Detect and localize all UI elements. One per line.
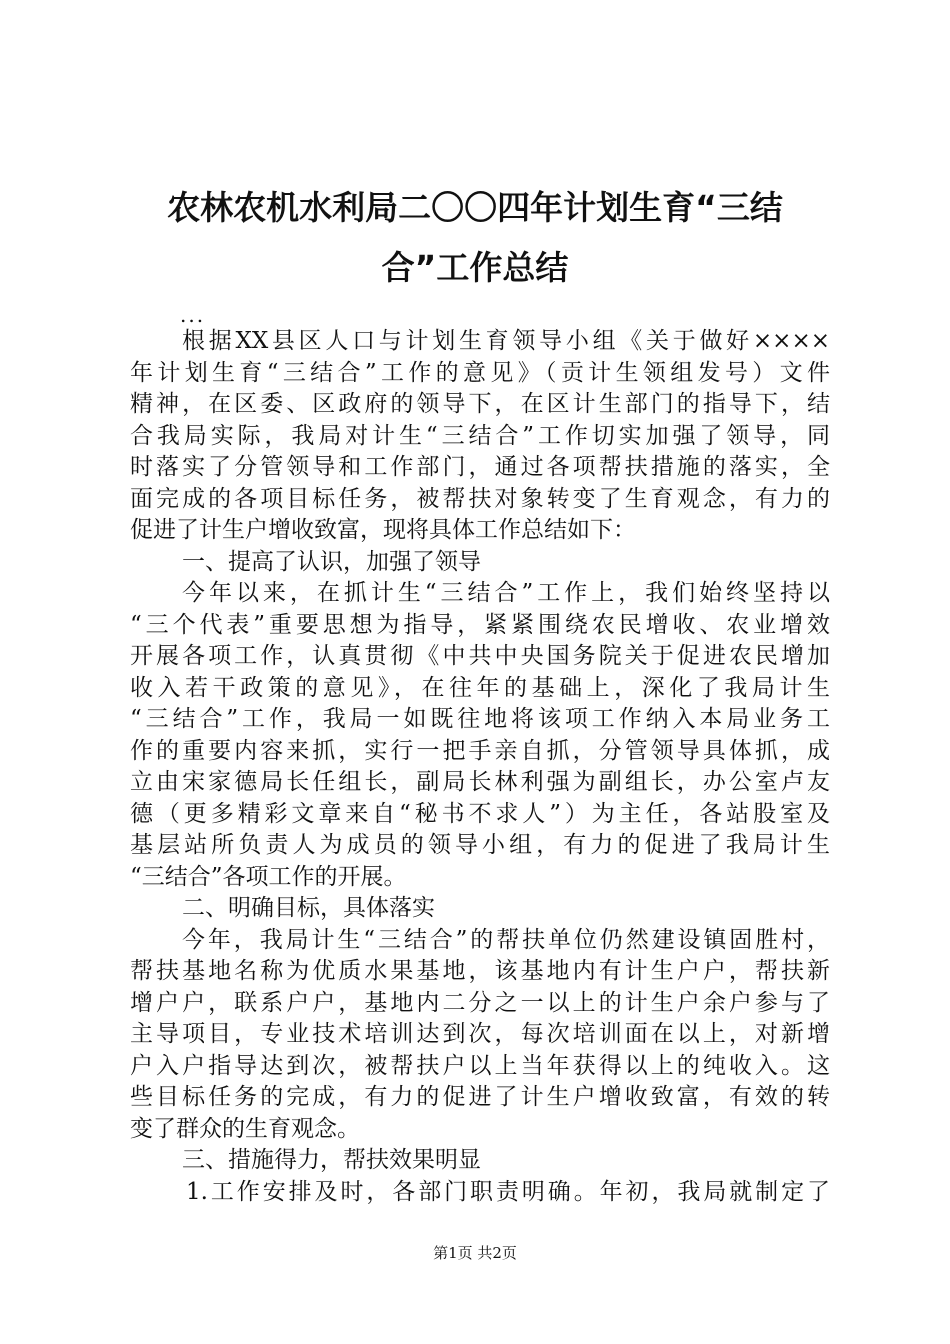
- body-line: 今年，我局计生“三结合”的帮扶单位仍然建设镇固胜村，: [182, 926, 830, 953]
- page-footer: 第1页 共2页: [433, 1244, 517, 1262]
- body-line: 作的重要内容来抓，实行一把手亲自抓，分管领导具体抓，成: [130, 737, 830, 764]
- body-line: “三个代表”重要思想为指导，紧紧围绕农民增收、农业增效: [130, 611, 830, 638]
- body-line: 1.工作安排及时，各部门职责明确。年初，我局就制定了: [186, 1178, 830, 1205]
- body-line: 面完成的各项目标任务，被帮扶对象转变了生育观念，有力的: [130, 485, 830, 512]
- body-line: 基层站所负责人为成员的领导小组，有力的促进了我局计生: [130, 832, 830, 858]
- body-line: 变了群众的生育观念。: [130, 1115, 360, 1142]
- body-line: 时落实了分管领导和工作部门，通过各项帮扶措施的落实，全: [130, 454, 830, 480]
- body-line: 精神，在区委、区政府的领导下，在区计生部门的指导下，结: [130, 391, 830, 417]
- body-line: 主导项目，专业技术培训达到次，每次培训面在以上，对新增: [130, 1021, 830, 1047]
- body-line: 合我局实际，我局对计生“三结合”工作切实加强了领导，同: [130, 422, 830, 449]
- section-heading-3: 三、措施得力，帮扶效果明显: [182, 1147, 481, 1173]
- document-title-line-1: 农林农机水利局二〇〇四年计划生育“三结: [167, 188, 783, 227]
- section-heading-1: 一、提高了认识，加强了领导: [182, 548, 481, 575]
- body-line: “三结合”工作，我局一如既往地将该项工作纳入本局业务工: [130, 706, 830, 732]
- document-body: [130, 326, 830, 1208]
- section-heading-2: 二、明确目标，具体落实: [182, 895, 435, 921]
- body-line: 年计划生育“三结合”工作的意见》（贡计生领组发号）文件: [130, 359, 830, 386]
- document-title-line-2: 合”工作总结: [381, 248, 569, 287]
- body-line: 收入若干政策的意见》，在往年的基础上，深化了我局计生: [130, 674, 830, 701]
- body-line: 开展各项工作，认真贯彻《中共中央国务院关于促进农民增加: [130, 643, 830, 669]
- body-line: 户入户指导达到次，被帮扶户以上当年获得以上的纯收入。这: [130, 1052, 830, 1079]
- body-line: 今年以来，在抓计生“三结合”工作上，我们始终坚持以: [182, 580, 830, 606]
- body-line: 促进了计生户增收致富，现将具体工作总结如下：: [130, 517, 636, 543]
- body-line: 帮扶基地名称为优质水果基地，该基地内有计生户户，帮扶新: [130, 958, 830, 984]
- body-line: 增户户，联系户户，基地内二分之一以上的计生户余户参与了: [130, 989, 830, 1016]
- body-line: 根据XX县区人口与计划生育领导小组《关于做好××××: [182, 328, 830, 354]
- body-line: “三结合”各项工作的开展。: [130, 863, 407, 890]
- body-line: 立由宋家德局长任组长，副局长林利强为副组长，办公室卢友: [130, 769, 830, 795]
- ellipsis-marker: ...: [180, 303, 206, 327]
- body-line: 些目标任务的完成，有力的促进了计生户增收致富，有效的转: [130, 1084, 830, 1110]
- body-line: 德（更多精彩文章来自“秘书不求人”）为主任，各站股室及: [130, 800, 830, 827]
